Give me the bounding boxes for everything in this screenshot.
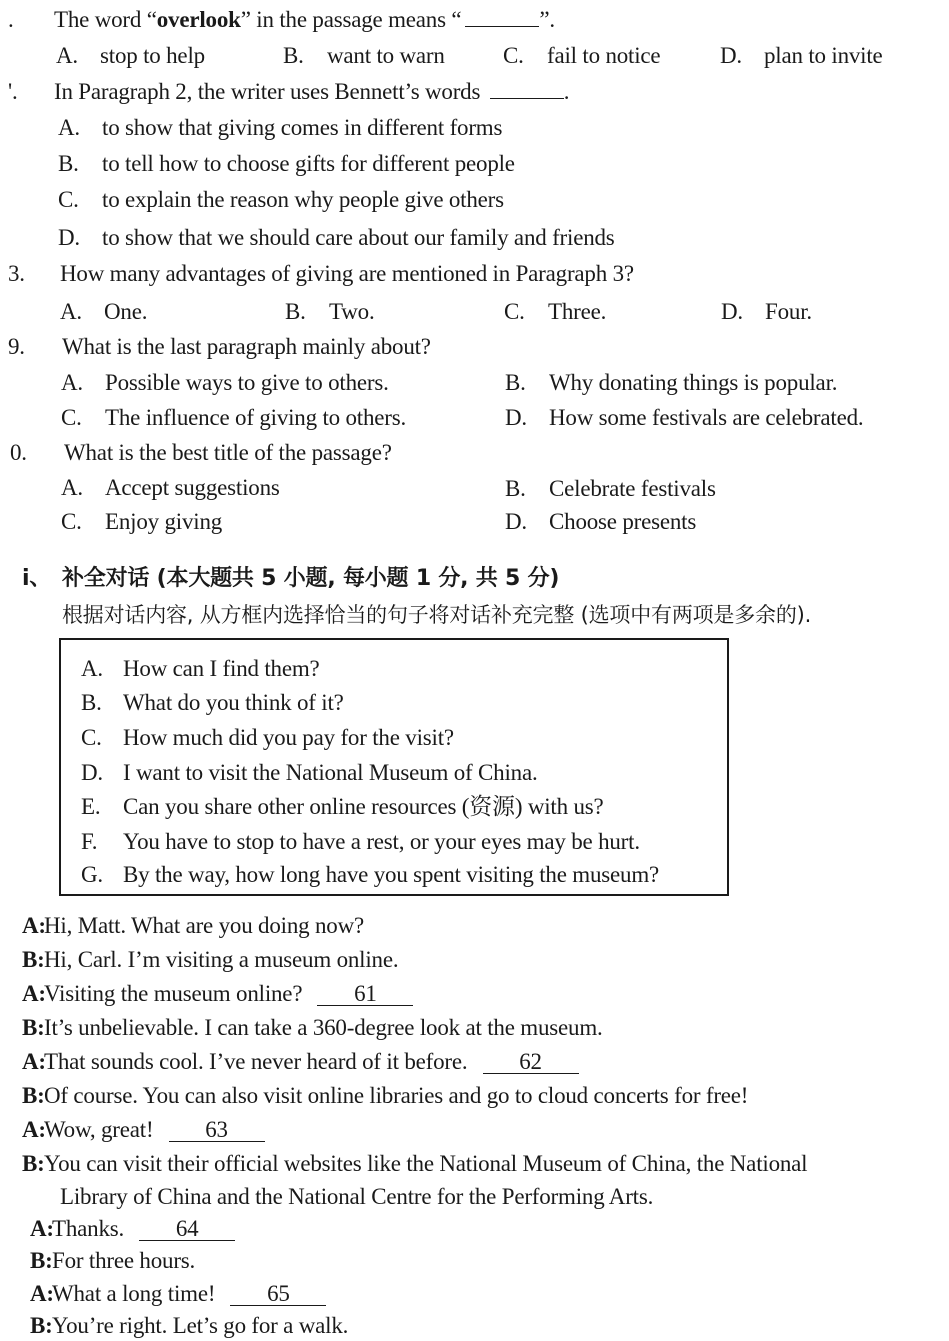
option-b[interactable]: B. to tell how to choose gifts for different people <box>58 151 515 176</box>
option-d[interactable]: D. plan to invite <box>720 43 883 68</box>
speaker-label: A: <box>30 1216 54 1241</box>
box-option-e[interactable]: E. Can you share other online resources (资源) with us? <box>81 794 604 819</box>
dialogue-line: A:Thanks. 64 <box>30 1215 235 1243</box>
option-b[interactable]: B. Two. <box>285 299 375 324</box>
speaker-label: A: <box>22 1049 46 1074</box>
speaker-label: B: <box>30 1248 53 1273</box>
option-c[interactable]: C. to explain the reason why people give others <box>58 187 504 212</box>
option-a[interactable]: A. Possible ways to give to others. <box>61 370 389 395</box>
speaker-label: A: <box>30 1281 54 1306</box>
speaker-label: B: <box>22 1083 45 1108</box>
box-option-a[interactable]: A. How can I find them? <box>81 656 320 681</box>
option-c[interactable]: C. The influence of giving to others. <box>61 405 407 430</box>
option-d[interactable]: D. How some festivals are celebrated. <box>505 405 864 430</box>
options-box <box>59 638 729 896</box>
question-stem: . The word “overlook” in the passage means “ ”. <box>8 7 555 32</box>
section-number: i、 <box>22 566 52 591</box>
question-number: 3. <box>8 261 25 286</box>
box-option-g[interactable]: G. By the way, how long have you spent visiting the museum? <box>81 862 660 887</box>
question-number: . <box>8 7 14 32</box>
speaker-label: A: <box>22 981 46 1006</box>
dialogue-line-continuation: Library of China and the National Centre for the Performing Arts. <box>60 1184 654 1209</box>
answer-blank[interactable] <box>490 98 564 99</box>
question-stem: 0. What is the best title of the passage? <box>10 440 392 465</box>
speaker-label: B: <box>30 1313 53 1338</box>
question-number: 9. <box>8 334 25 359</box>
question-number: 0. <box>10 440 27 465</box>
dialogue-line: B:You’re right. Let’s go for a walk. <box>30 1313 349 1338</box>
option-d[interactable]: D. to show that we should care about our family and friends <box>58 225 615 250</box>
dialogue-line: A:Wow, great! 63 <box>22 1116 265 1144</box>
option-c[interactable]: C. Three. <box>504 299 607 324</box>
section-heading <box>22 565 559 593</box>
dialogue-line: B:Of course. You can also visit online libraries and go to cloud concerts for free! <box>22 1083 749 1108</box>
option-b[interactable]: B. Celebrate festivals <box>505 476 716 501</box>
keyword: overlook <box>156 7 241 32</box>
dialogue-line: B:It’s unbelievable. I can take a 360-degree look at the museum. <box>22 1015 603 1040</box>
question-stem: '. In Paragraph 2, the writer uses Bennett’s words . <box>8 79 570 104</box>
dialogue-line: A:That sounds cool. I’ve never heard of it before. 62 <box>22 1048 579 1076</box>
dialogue-line: B:For three hours. <box>30 1248 196 1273</box>
speaker-label: B: <box>22 1151 45 1176</box>
question-stem: 3. How many advantages of giving are mentioned in Paragraph 3? <box>8 261 634 286</box>
dialogue-line: A:What a long time! 65 <box>30 1280 326 1308</box>
box-option-d[interactable]: D. I want to visit the National Museum of China. <box>81 760 538 785</box>
option-a[interactable]: A. One. <box>60 299 148 324</box>
speaker-label: B: <box>22 947 45 972</box>
box-option-c[interactable]: C. How much did you pay for the visit? <box>81 725 454 750</box>
question-number: '. <box>8 79 18 104</box>
answer-blank-62[interactable]: 62 <box>483 1051 579 1074</box>
option-a[interactable]: A. Accept suggestions <box>61 475 280 500</box>
option-b[interactable]: B. Why donating things is popular. <box>505 370 838 395</box>
dialogue-line: B:You can visit their official websites like the National Museum of China, the National <box>22 1151 808 1176</box>
answer-blank[interactable] <box>465 26 539 27</box>
dialogue-line: B:Hi, Carl. I’m visiting a museum online. <box>22 947 399 972</box>
answer-blank-65[interactable]: 65 <box>230 1283 326 1306</box>
dialogue-line: A:Hi, Matt. What are you doing now? <box>22 913 365 938</box>
speaker-label: A: <box>22 913 46 938</box>
option-d[interactable]: D. Choose presents <box>505 509 697 534</box>
option-a[interactable]: A. to show that giving comes in different forms <box>58 115 503 140</box>
section-title: 补全对话 (本大题共 5 小题, 每小题 1 分, 共 5 分) <box>62 566 560 591</box>
answer-blank-64[interactable]: 64 <box>139 1218 235 1241</box>
section-instruction: 根据对话内容, 从方框内选择恰当的句子将对话补充完整 (选项中有两项是多余的). <box>62 603 812 627</box>
option-c[interactable]: C. fail to notice <box>503 43 661 68</box>
answer-blank-63[interactable]: 63 <box>169 1119 265 1142</box>
answer-blank-61[interactable]: 61 <box>317 983 413 1006</box>
option-c[interactable]: C. Enjoy giving <box>61 509 223 534</box>
option-d[interactable]: D. Four. <box>721 299 812 324</box>
option-b[interactable]: B. want to warn <box>283 43 445 68</box>
dialogue-line: A:Visiting the museum online? 61 <box>22 980 413 1008</box>
question-stem: 9. What is the last paragraph mainly about? <box>8 334 431 359</box>
box-option-b[interactable]: B. What do you think of it? <box>81 690 344 715</box>
box-option-f[interactable]: F. You have to stop to have a rest, or your eyes may be hurt. <box>81 829 640 854</box>
option-a[interactable]: A. stop to help <box>56 43 205 68</box>
speaker-label: A: <box>22 1117 46 1142</box>
speaker-label: B: <box>22 1015 45 1040</box>
